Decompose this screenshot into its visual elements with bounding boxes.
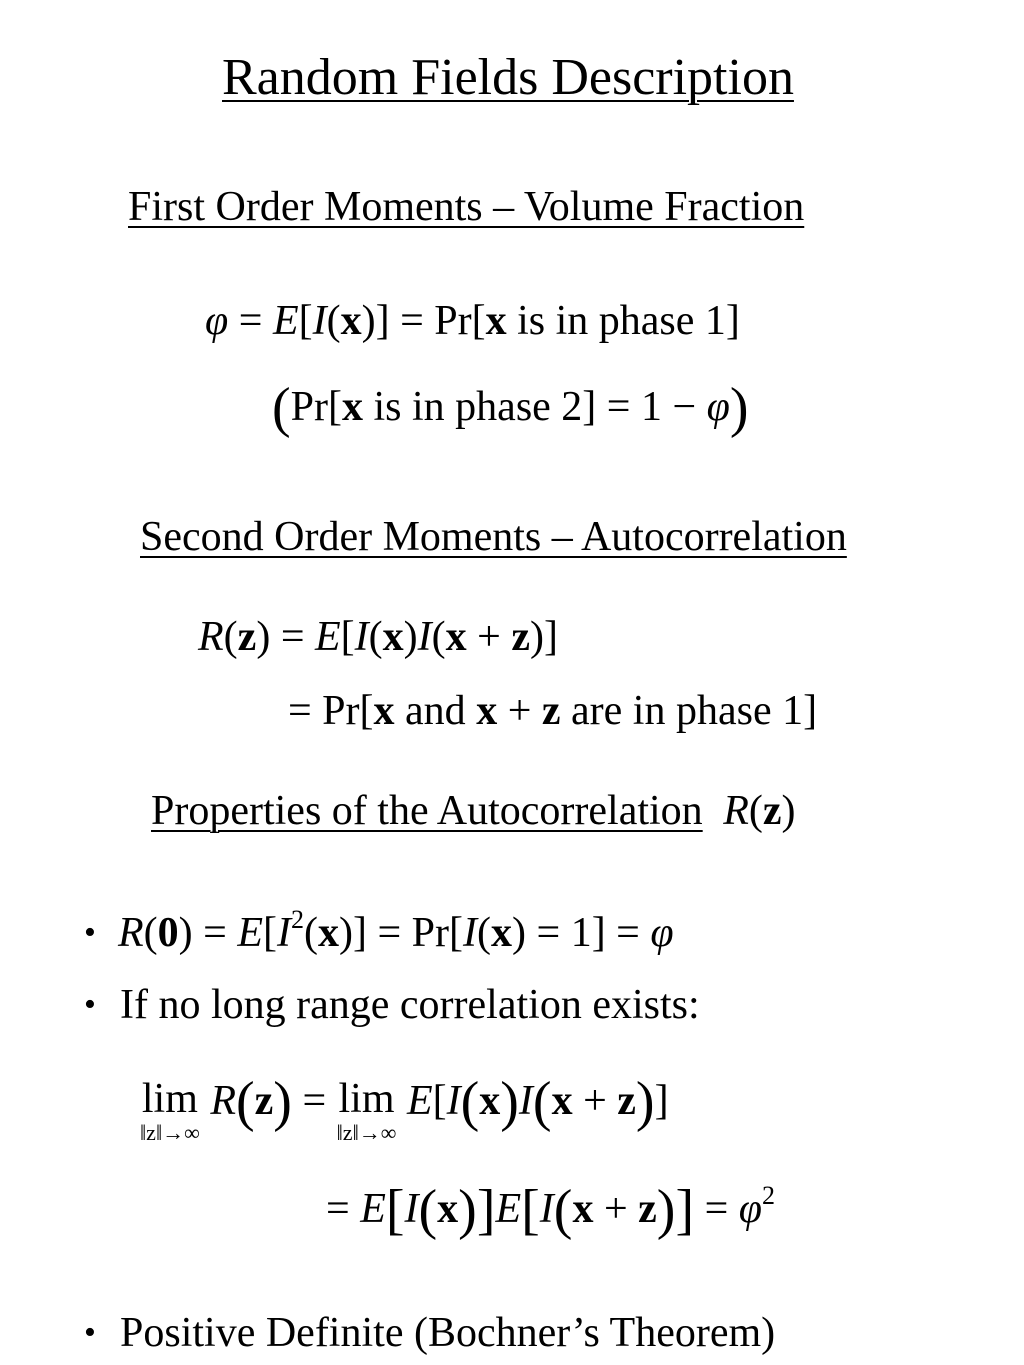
equation-autocorrelation-probability: = Pr[x and x + z are in phase 1] xyxy=(288,688,818,734)
heading-properties: Properties of the Autocorrelation R(z) xyxy=(151,788,796,834)
heading-second-order-moments: Second Order Moments – Autocorrelation xyxy=(140,514,847,560)
bullet-marker: • xyxy=(84,986,96,1023)
bullet-marker: • xyxy=(84,1314,96,1351)
equation-limit: lim ‖z‖→∞ R(z) = lim ‖z‖→∞ E[I(x)I(x + z)] xyxy=(140,1071,669,1145)
bullet-r-zero: $R(0) = E[I^2(x)] = Pr[I(x) = 1] = \varphi$ xyxy=(118,905,674,956)
heading-first-order-moments: First Order Moments – Volume Fraction xyxy=(128,184,805,230)
page-title: Random Fields Description xyxy=(222,49,794,106)
equation-limit-result: = $E[I(x)]E[I(x + z)] = \varphi^2$ xyxy=(326,1179,776,1241)
equation-volume-fraction: φ = E[I(x)] = Pr[x is in phase 1] xyxy=(205,298,740,344)
bullet-positive-definite: Positive Definite (Bochner’s Theorem) xyxy=(120,1310,776,1356)
phi-symbol: φ xyxy=(706,384,730,430)
bullet-long-range: If no long range correlation exists: xyxy=(120,982,700,1028)
bullet-marker: • xyxy=(84,914,96,951)
equation-autocorrelation: R(z) = E[I(x)I(x + z)] xyxy=(198,614,558,660)
phi-symbol: φ xyxy=(205,298,229,344)
equation-phase-2: (Pr[x is in phase 2] = 1 − φ) xyxy=(272,377,749,439)
